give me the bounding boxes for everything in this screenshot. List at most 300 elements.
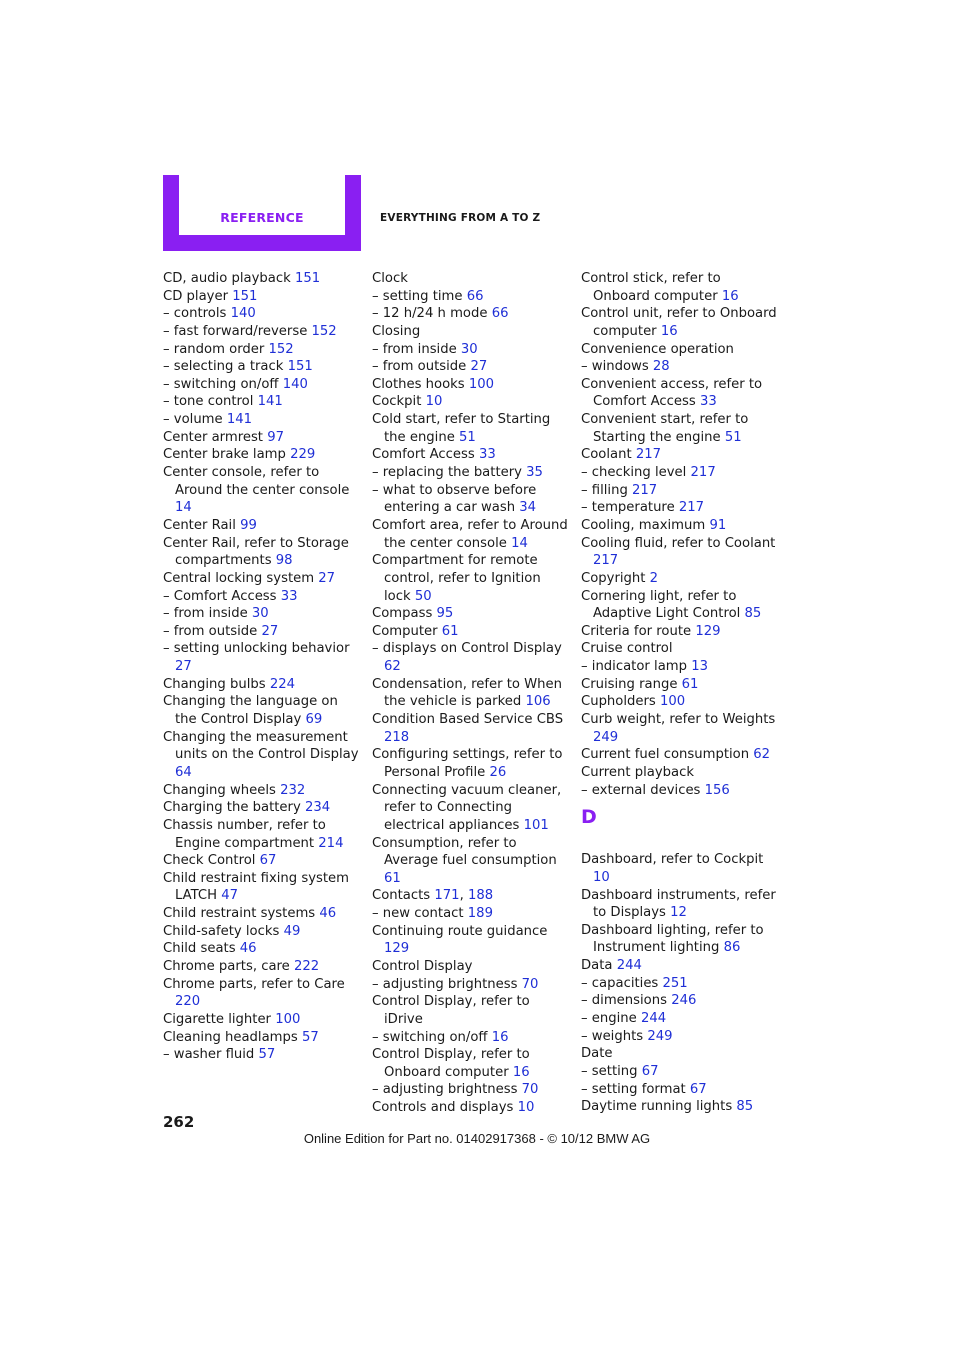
index-term: – capacities xyxy=(581,975,659,991)
index-letter-heading: D xyxy=(581,806,597,829)
page-link[interactable]: 30 xyxy=(251,606,269,622)
index-entry xyxy=(581,1081,781,1099)
index-term: – checking level xyxy=(581,465,687,481)
page-link[interactable]: 156 xyxy=(704,782,730,798)
index-term: Convenient start, refer to Starting the engine xyxy=(581,412,749,445)
index-entry xyxy=(581,376,781,411)
page-link[interactable]: 61 xyxy=(441,623,459,639)
index-term: CD player xyxy=(163,288,229,304)
page-link[interactable]: 50 xyxy=(414,588,432,604)
index-entry xyxy=(581,358,781,376)
index-entry xyxy=(372,270,568,288)
page-link[interactable]: 67 xyxy=(641,1063,659,1079)
index-term: Changing wheels xyxy=(163,782,276,798)
index-entry xyxy=(163,535,363,570)
index-term: Control unit, refer to Onboard computer xyxy=(581,306,777,339)
index-term: Date xyxy=(581,1046,613,1062)
index-term: Clock xyxy=(372,271,408,286)
index-entry xyxy=(581,887,781,922)
page-link[interactable]: 151 xyxy=(287,359,313,375)
index-term: Comfort area, refer to Around the center console xyxy=(372,517,568,551)
index-term: Control Display, refer to Onboard computer xyxy=(372,1047,530,1080)
index-entry xyxy=(581,1010,781,1028)
page-link[interactable]: 12 xyxy=(670,905,687,921)
index-term: – setting format xyxy=(581,1081,686,1097)
index-entry xyxy=(581,1045,781,1063)
page-link[interactable]: 47 xyxy=(221,888,239,904)
index-entry xyxy=(372,464,568,482)
index-entry xyxy=(372,323,568,341)
section-tab-inner xyxy=(179,175,345,235)
index-term: Check Control xyxy=(163,853,256,869)
index-term: Dashboard instruments, refer to Displays xyxy=(581,887,776,921)
page-link[interactable]: 64 xyxy=(175,764,192,780)
page-link[interactable]: 244 xyxy=(640,1010,667,1026)
index-entry xyxy=(372,1046,568,1081)
page-link[interactable]: 16 xyxy=(721,288,739,304)
index-term: – Comfort Access xyxy=(163,588,277,604)
index-entry xyxy=(163,411,363,429)
index-entry xyxy=(581,658,781,676)
index-entry xyxy=(581,975,781,993)
index-entry xyxy=(372,640,568,675)
index-term: – filling xyxy=(581,482,628,498)
index-term: – replacing the battery xyxy=(372,465,522,481)
index-term: – adjusting brightness xyxy=(372,976,518,992)
page-link[interactable]: 85 xyxy=(744,606,762,622)
index-term: – volume xyxy=(163,412,223,428)
page-link[interactable]: 33 xyxy=(699,394,717,410)
index-term: – fast forward/reverse xyxy=(163,323,308,339)
page-link[interactable]: 217 xyxy=(593,553,619,569)
index-term: Current playback xyxy=(581,764,694,780)
page-link[interactable]: 220 xyxy=(175,994,201,1010)
index-term: CD, audio playback xyxy=(163,271,291,286)
page-link[interactable]: 69 xyxy=(305,712,323,728)
page-link[interactable]: 27 xyxy=(175,659,192,675)
index-term: Criteria for route xyxy=(581,623,692,639)
page-link[interactable]: 27 xyxy=(318,570,336,586)
index-term: Control Display xyxy=(372,958,473,974)
index-entry: Contacts 171, 188 xyxy=(372,888,494,904)
index-entry xyxy=(581,851,781,886)
index-term: Current fuel consumption xyxy=(581,747,750,763)
page-link[interactable]: 171 xyxy=(434,888,460,904)
index-term: Comfort Access xyxy=(372,447,475,463)
index-entry xyxy=(581,1028,781,1046)
index-term: Daytime running lights xyxy=(581,1099,733,1115)
index-entry xyxy=(163,605,363,623)
index-entry xyxy=(163,1046,363,1064)
page-link[interactable]: 224 xyxy=(269,676,295,692)
page-link[interactable]: 151 xyxy=(232,288,258,304)
index-term: Connecting vacuum cleaner, refer to Connecting electrical appliances xyxy=(372,782,562,833)
index-term: Cooling, maximum xyxy=(581,517,706,533)
index-term: – setting unlocking behavior xyxy=(163,641,350,657)
page-link[interactable]: 244 xyxy=(616,958,642,974)
index-entry xyxy=(372,905,568,923)
index-entry xyxy=(581,764,781,782)
page-link[interactable]: 16 xyxy=(512,1064,530,1080)
page-link[interactable]: 49 xyxy=(283,923,301,939)
index-entry xyxy=(163,693,363,728)
index-term: Continuing route guidance xyxy=(372,923,548,939)
index-entry xyxy=(163,817,363,852)
page-link[interactable]: 214 xyxy=(318,835,344,851)
index-entry xyxy=(581,270,781,305)
index-term: Center console, refer to Around the center console xyxy=(163,465,350,498)
index-entry xyxy=(581,693,781,711)
page-link[interactable]: 100 xyxy=(468,376,495,392)
page-link[interactable]: 14 xyxy=(511,535,528,551)
page-link[interactable]: 152 xyxy=(268,341,294,357)
index-entry xyxy=(372,623,568,641)
index-entry xyxy=(163,729,363,782)
index-entry xyxy=(372,393,568,411)
index-term: Cruising range xyxy=(581,676,678,692)
index-term: Cleaning headlamps xyxy=(163,1029,298,1045)
index-entry xyxy=(163,341,363,359)
page-link[interactable]: 66 xyxy=(466,288,484,304)
index-term: Contacts xyxy=(372,888,431,904)
index-entry xyxy=(163,517,363,535)
page-link[interactable]: 189 xyxy=(467,906,493,922)
index-entry xyxy=(372,605,568,623)
index-entry xyxy=(372,1081,568,1099)
page-link[interactable]: 27 xyxy=(470,359,488,375)
index-entry xyxy=(581,711,781,746)
footer-text: Online Edition for Part no. 01402917368 - © 10/12 BMW AG xyxy=(303,1131,651,1146)
index-term: Charging the battery xyxy=(163,800,301,816)
index-entry xyxy=(163,305,363,323)
index-entry xyxy=(163,464,363,517)
index-entry xyxy=(372,1029,568,1047)
index-term: – displays on Control Display xyxy=(372,641,562,657)
index-entry xyxy=(372,676,568,711)
page-link[interactable]: 2 xyxy=(649,570,659,586)
page-link[interactable]: 249 xyxy=(593,729,619,745)
index-term: – switching on/off xyxy=(163,376,279,392)
index-entry xyxy=(372,411,568,446)
index-entry xyxy=(581,341,781,359)
index-term: Condition Based Service CBS xyxy=(372,712,564,728)
index-term: Copyright xyxy=(581,570,646,586)
index-term: – weights xyxy=(581,1028,644,1044)
index-term: Convenient access, refer to Comfort Access xyxy=(581,376,763,410)
page-link[interactable]: 99 xyxy=(240,517,257,533)
index-entry xyxy=(581,535,781,570)
page-link[interactable]: 234 xyxy=(304,800,331,816)
index-term: Coolant xyxy=(581,447,632,463)
index-term: Data xyxy=(581,958,613,974)
index-entry xyxy=(163,429,363,447)
index-term: – selecting a track xyxy=(163,359,284,375)
index-entry xyxy=(372,746,568,781)
page-link[interactable]: 141 xyxy=(257,394,283,410)
index-term: Dashboard, refer to Cockpit xyxy=(581,852,764,868)
page-link[interactable]: 46 xyxy=(319,906,337,922)
page-link[interactable]: 16 xyxy=(491,1029,509,1045)
index-term: – engine xyxy=(581,1010,637,1026)
index-entry xyxy=(372,976,568,994)
page-link[interactable]: 61 xyxy=(384,870,401,886)
page-link[interactable]: 129 xyxy=(384,941,410,957)
index-term: – setting xyxy=(581,1063,638,1079)
index-term: – what to observe before entering a car wash xyxy=(372,482,537,516)
index-term: Chrome parts, care xyxy=(163,958,290,974)
index-entry xyxy=(163,976,363,1011)
page-link[interactable]: 70 xyxy=(521,976,539,992)
index-term: Cruise control xyxy=(581,641,673,657)
page-link[interactable]: 33 xyxy=(280,588,298,604)
page-link[interactable]: 67 xyxy=(259,853,277,869)
index-entry xyxy=(581,1063,781,1081)
index-entry xyxy=(581,957,781,975)
index-entry xyxy=(163,588,363,606)
index-entry xyxy=(163,905,363,923)
index-term: Cupholders xyxy=(581,694,656,710)
index-term: Center armrest xyxy=(163,429,263,445)
page-link[interactable]: 66 xyxy=(491,306,509,322)
page-link[interactable]: 16 xyxy=(660,323,678,339)
index-entry xyxy=(163,852,363,870)
index-term: – setting time xyxy=(372,288,463,304)
index-entry xyxy=(372,552,568,605)
index-entry xyxy=(163,376,363,394)
index-term: – new contact xyxy=(372,906,464,922)
page-link[interactable]: 95 xyxy=(436,606,454,622)
page-link[interactable]: 10 xyxy=(517,1100,535,1116)
page-link[interactable]: 97 xyxy=(267,429,284,445)
index-entry xyxy=(372,993,568,1028)
index-term: Condensation, refer to When the vehicle is parked xyxy=(372,676,562,710)
page-link[interactable]: 27 xyxy=(261,623,279,639)
index-term: – windows xyxy=(581,359,649,375)
index-entry xyxy=(581,1098,781,1116)
index-term: Consumption, refer to Average fuel consumption xyxy=(372,835,557,869)
index-term: – adjusting brightness xyxy=(372,1082,518,1098)
index-term: Controls and displays xyxy=(372,1100,514,1116)
page-link[interactable]: 101 xyxy=(523,817,549,833)
page-link[interactable]: 46 xyxy=(239,941,257,957)
index-entry xyxy=(581,499,781,517)
page-header-title: EVERYTHING FROM A TO Z xyxy=(380,212,541,224)
page-link[interactable]: 249 xyxy=(647,1028,673,1044)
index-entry xyxy=(372,341,568,359)
page-link[interactable]: 61 xyxy=(681,676,699,692)
page-link[interactable]: 106 xyxy=(525,694,551,710)
page-link[interactable]: 251 xyxy=(662,975,688,991)
index-entry xyxy=(372,711,568,746)
index-entry xyxy=(372,358,568,376)
page-link[interactable]: 13 xyxy=(691,659,708,675)
page-link[interactable]: 222 xyxy=(294,958,320,974)
index-term: Cornering light, refer to Adaptive Light Control xyxy=(581,588,741,622)
page-link[interactable]: 28 xyxy=(652,359,670,375)
page-link[interactable]: 217 xyxy=(690,465,716,481)
page-link[interactable]: 57 xyxy=(258,1047,276,1063)
index-term: Changing the language on the Control Display xyxy=(163,694,338,728)
index-entry xyxy=(581,305,781,340)
index-entry xyxy=(581,746,781,764)
index-term: Central locking system xyxy=(163,570,315,586)
index-term: Center Rail, refer to Storage compartments xyxy=(163,535,349,569)
index-term: Cooling fluid, refer to Coolant xyxy=(581,535,776,551)
index-entry xyxy=(372,305,568,323)
index-entry xyxy=(372,835,568,888)
index-entry xyxy=(581,782,781,800)
index-entry xyxy=(581,623,781,641)
index-term: – from outside xyxy=(163,623,258,639)
index-term: Clothes hooks xyxy=(372,376,465,392)
page-number: 262 xyxy=(163,1113,195,1131)
index-entry xyxy=(581,676,781,694)
page-link[interactable]: 62 xyxy=(753,747,771,763)
index-entry xyxy=(163,570,363,588)
index-term: – temperature xyxy=(581,500,675,516)
page-link[interactable]: 26 xyxy=(489,764,507,780)
index-entry xyxy=(163,640,363,675)
page-link[interactable]: 67 xyxy=(689,1081,707,1097)
index-term: Center brake lamp xyxy=(163,447,286,463)
index-term: Child-safety locks xyxy=(163,923,280,939)
index-term: – switching on/off xyxy=(372,1029,488,1045)
index-term: Control Display, refer to iDrive xyxy=(372,994,530,1027)
index-term: Convenience operation xyxy=(581,341,734,357)
index-term: Changing bulbs xyxy=(163,676,266,692)
index-term: – external devices xyxy=(581,782,701,798)
page-link[interactable]: 246 xyxy=(671,993,697,1009)
index-term: – indicator lamp xyxy=(581,659,687,675)
index-term: Child restraint fixing system LATCH xyxy=(163,870,350,904)
index-term: Changing the measurement units on the Control Display xyxy=(163,729,359,763)
page-link[interactable]: 100 xyxy=(660,694,686,710)
index-entry xyxy=(581,464,781,482)
page-link[interactable]: 140 xyxy=(282,376,308,392)
index-term: Control stick, refer to Onboard computer xyxy=(581,271,721,304)
index-column-2 xyxy=(372,270,568,1117)
index-entry xyxy=(163,270,363,288)
index-entry xyxy=(163,323,363,341)
index-term: Dashboard lighting, refer to Instrument lighting xyxy=(581,922,764,956)
page-link[interactable]: 86 xyxy=(723,940,741,956)
page-link[interactable]: 51 xyxy=(724,429,742,445)
page-link[interactable]: 10 xyxy=(593,869,610,885)
index-entry xyxy=(163,1029,363,1047)
page-link[interactable]: 140 xyxy=(230,306,256,322)
index-entry xyxy=(163,358,363,376)
page-link[interactable]: 70 xyxy=(521,1082,539,1098)
index-term: Chassis number, refer to Engine compartment xyxy=(163,817,326,851)
page-link[interactable]: 229 xyxy=(290,447,316,463)
page-link[interactable]: 218 xyxy=(384,729,410,745)
index-entry xyxy=(163,393,363,411)
index-term: – tone control xyxy=(163,394,254,410)
index-term: Configuring settings, refer to Personal Profile xyxy=(372,747,563,780)
index-entry xyxy=(581,570,781,588)
index-entry xyxy=(372,482,568,517)
index-term: Cigarette lighter xyxy=(163,1011,271,1027)
page-link[interactable]: 188 xyxy=(467,888,494,904)
index-term: Cold start, refer to Starting the engine xyxy=(372,412,551,445)
page-link[interactable]: 30 xyxy=(460,341,478,357)
index-entry xyxy=(163,1011,363,1029)
page-link[interactable]: 14 xyxy=(175,500,192,516)
index-term: Child seats xyxy=(163,941,236,957)
page-link[interactable]: 33 xyxy=(478,447,496,463)
section-label: REFERENCE xyxy=(220,210,304,225)
index-term: Compass xyxy=(372,606,433,622)
index-entry xyxy=(581,922,781,957)
index-entry xyxy=(163,623,363,641)
page-link[interactable]: 51 xyxy=(459,429,476,445)
index-entry xyxy=(372,958,568,976)
page-link[interactable]: 57 xyxy=(301,1029,319,1045)
index-entry xyxy=(163,923,363,941)
index-entry xyxy=(163,958,363,976)
index-term: – from inside xyxy=(163,606,248,622)
index-term: Closing xyxy=(372,323,421,339)
index-term: – controls xyxy=(163,306,227,322)
index-term: – 12 h/24 h mode xyxy=(372,306,488,322)
page-link[interactable]: 217 xyxy=(635,447,661,463)
index-entry xyxy=(581,482,781,500)
index-entry xyxy=(581,411,781,446)
index-column-1 xyxy=(163,270,363,1064)
index-term: Chrome parts, refer to Care xyxy=(163,976,345,992)
index-column-3 xyxy=(581,270,781,1116)
index-entry xyxy=(163,676,363,694)
index-entry xyxy=(372,782,568,835)
page-link[interactable]: 152 xyxy=(311,323,337,339)
page-link[interactable]: 141 xyxy=(226,412,253,428)
page-link[interactable]: 34 xyxy=(519,500,537,516)
index-entry xyxy=(163,940,363,958)
index-entry xyxy=(581,517,781,535)
index-term: Compartment for remote control, refer to Ignition lock xyxy=(372,553,541,604)
index-entry xyxy=(372,288,568,306)
index-term: Child restraint systems xyxy=(163,906,316,922)
index-entry xyxy=(372,517,568,552)
index-entry xyxy=(163,799,363,817)
page-link[interactable]: 100 xyxy=(275,1011,301,1027)
page-link[interactable]: 62 xyxy=(384,659,401,675)
index-term: Cockpit xyxy=(372,394,422,410)
page-link[interactable]: 151 xyxy=(294,271,321,286)
page-link[interactable]: 10 xyxy=(425,394,443,410)
page-link[interactable]: 232 xyxy=(280,782,306,798)
index-entry xyxy=(372,1099,568,1117)
page-link[interactable]: 91 xyxy=(709,517,727,533)
index-term: Center Rail xyxy=(163,517,236,533)
index-entry xyxy=(581,640,781,658)
index-term: – random order xyxy=(163,341,265,357)
index-entry xyxy=(163,782,363,800)
page-link[interactable]: 35 xyxy=(526,465,543,481)
index-term: – washer fluid xyxy=(163,1047,255,1063)
index-term: – dimensions xyxy=(581,993,667,1009)
index-term: Curb weight, refer to Weights xyxy=(581,712,776,728)
page-link[interactable]: 217 xyxy=(632,482,658,498)
page-link[interactable]: 85 xyxy=(736,1099,754,1115)
page-link[interactable]: 217 xyxy=(678,500,705,516)
index-term: Computer xyxy=(372,623,438,639)
page-link[interactable]: 98 xyxy=(275,553,293,569)
index-entry xyxy=(581,992,781,1010)
index-term: – from outside xyxy=(372,359,467,375)
index-entry xyxy=(163,870,363,905)
page-link[interactable]: 129 xyxy=(695,623,721,639)
